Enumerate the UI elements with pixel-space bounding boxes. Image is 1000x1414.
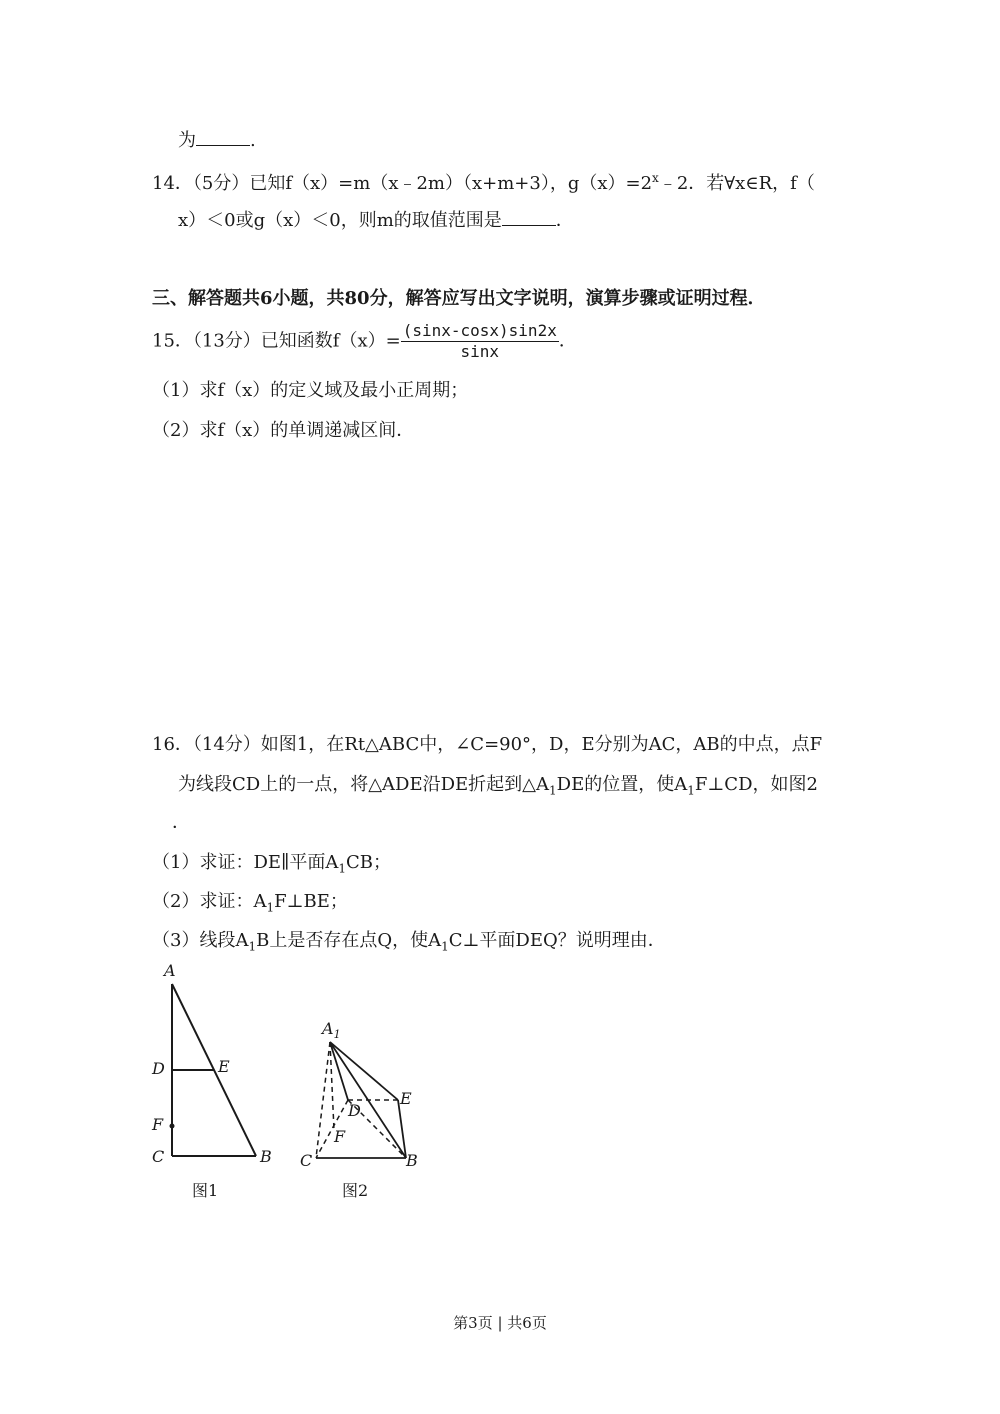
q15-part2: （2）求f（x）的单调递减区间．: [152, 420, 415, 441]
label-C: C: [152, 1147, 165, 1166]
subscript: 1: [549, 783, 557, 798]
q15-stem-end: ．: [558, 330, 577, 352]
q16-part1: [152, 854, 391, 875]
q14-exponent: x: [652, 171, 659, 185]
q14-line2: [178, 212, 574, 230]
label-B2: B: [406, 1151, 418, 1170]
figure-2-caption: 图2: [342, 1181, 369, 1200]
subscript: 1: [441, 939, 449, 954]
edge-EB: [398, 1100, 406, 1158]
answer-blank: [502, 224, 556, 226]
q16-part1-b: CB；: [345, 852, 391, 873]
answer-blank: [196, 144, 250, 146]
q13-tail: [178, 132, 256, 150]
q16-part3-b: B上是否存在点Q，使A: [256, 930, 442, 951]
q16-part3-c: C⊥平面DEQ？说明理由．: [448, 930, 666, 951]
label-B: B: [260, 1147, 272, 1166]
q16-line2-b: DE的位置，使A: [556, 774, 688, 795]
subscript: 1: [687, 783, 695, 798]
q15-part1: （1）求f（x）的定义域及最小正周期；: [152, 380, 469, 401]
label-D2: D: [348, 1101, 361, 1120]
subscript: 1: [248, 939, 257, 954]
edge-A1C: [316, 1042, 330, 1158]
label-A: A: [164, 961, 176, 980]
q16-line3: ．: [172, 812, 190, 833]
q15-stem: [152, 323, 577, 360]
label-A1: $A_1$: [322, 1019, 341, 1041]
q13-tail-end: .: [250, 130, 256, 151]
q16-line2-a: 为线段CD上的一点，将△ADE沿DE折起到△A: [178, 774, 550, 795]
label-E2: E: [400, 1089, 412, 1108]
subscript: 1: [338, 861, 346, 876]
edge-A1E: [330, 1042, 398, 1100]
q16-part1-a: （1）求证：DE∥平面A: [152, 852, 339, 873]
fraction-denominator: sinx: [460, 342, 500, 361]
q14-line2-end: ．: [555, 210, 574, 231]
q16-part3-a: （3）线段A: [152, 930, 249, 951]
q16-part2-a: （2）求证：A: [152, 891, 267, 912]
q16-line2-c: F⊥CD，如图2: [694, 774, 818, 795]
label-C2: C: [300, 1151, 313, 1170]
label-F: F: [152, 1115, 164, 1134]
q15-fraction: [401, 323, 559, 360]
subscript: 1: [266, 900, 275, 915]
figure-1-right-triangle: [140, 958, 280, 1168]
q15-stem-text: 15．（13分）已知函数f（x）=: [152, 330, 401, 352]
q16-line2: [178, 776, 818, 797]
figure-2-folded-pyramid: [292, 1018, 432, 1178]
page-footer: 第3页 | 共6页: [453, 1314, 547, 1332]
q16-part2: [152, 893, 348, 914]
figure-1-caption: 图1: [192, 1181, 219, 1200]
q13-tail-text: 为: [178, 130, 196, 151]
q14-line1-post: ﹣2．若∀x∈R，f（: [658, 173, 815, 194]
q16-part2-b: F⊥BE；: [274, 891, 348, 912]
label-E: E: [218, 1057, 230, 1076]
q16-part3: [152, 932, 666, 953]
q16-line1: 16．（14分）如图1，在Rt△ABC中，∠C=90°，D，E分别为AC，AB的中点，点F: [152, 734, 823, 755]
point-F: [170, 1124, 175, 1129]
q14-line2-pre: x）＜0或g（x）＜0，则m的取值范围是: [178, 210, 502, 231]
label-D: D: [152, 1059, 165, 1078]
fraction-numerator: (sinx-cosx)sin2x: [402, 321, 557, 340]
section-heading: 三、解答题共6小题，共80分，解答应写出文字说明，演算步骤或证明过程．: [152, 288, 766, 309]
q14-line1: [152, 172, 815, 193]
label-F2: F: [334, 1127, 346, 1146]
q14-line1-pre: 14．（5分）已知f（x）=m（x﹣2m）（x+m+3），g（x）=2: [152, 173, 653, 194]
